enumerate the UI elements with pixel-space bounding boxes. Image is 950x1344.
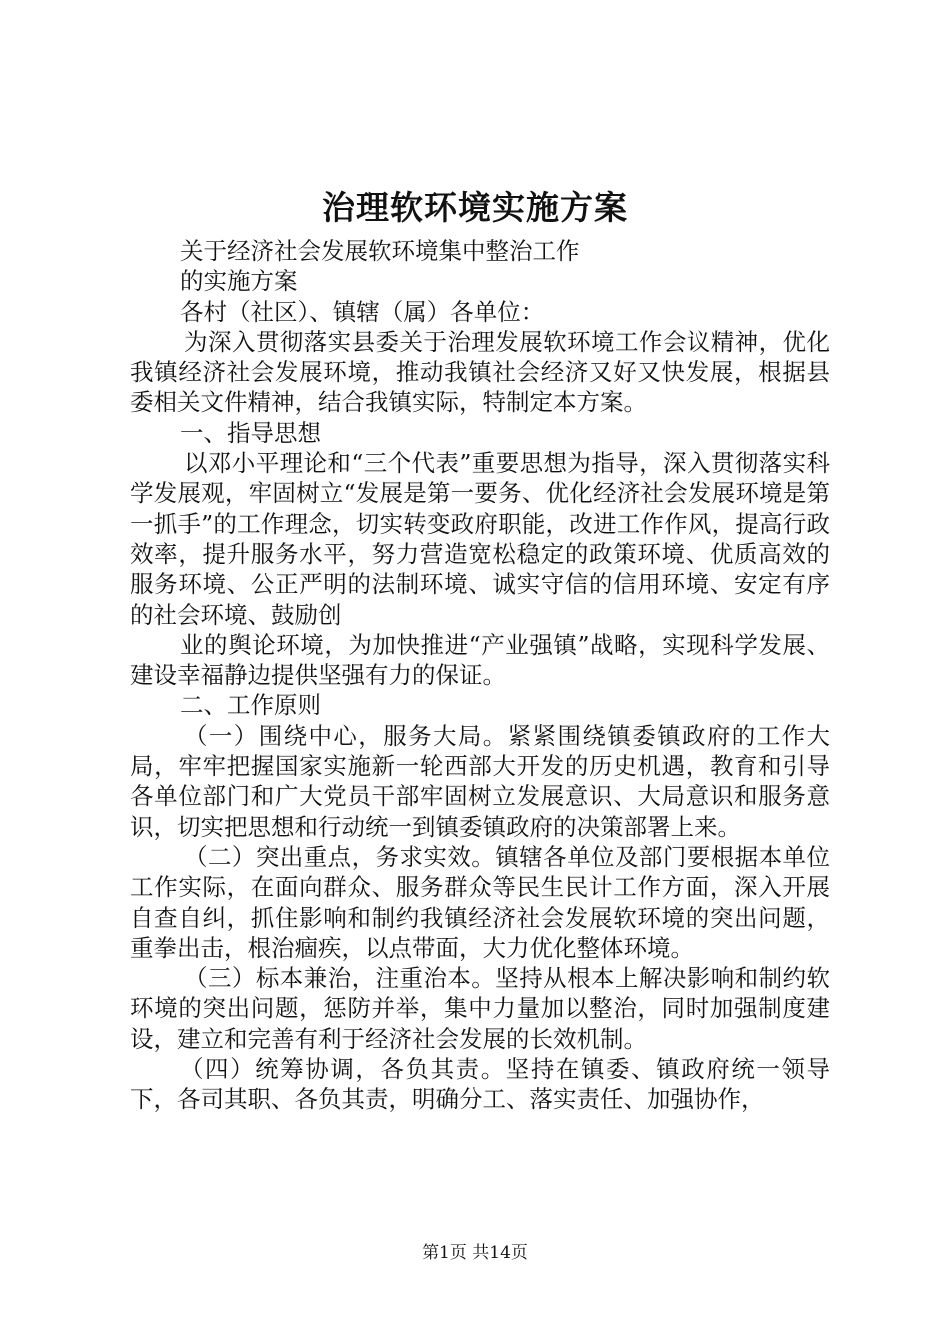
document-body xyxy=(130,236,830,1115)
guiding-thought-continuation: 业的舆论环境，为加快推进“产业强镇”战略，实现科学发展、建设幸福静边提供坚强有力的保证。 xyxy=(130,630,830,690)
principle-1-paragraph: （一）围绕中心，服务大局。紧紧围绕镇委镇政府的工作大局，牢牢把握国家实施新一轮西部大开发的历史机遇，教育和引导各单位部门和广大党员干部牢固树立发展意识、大局意识和服务意识，切实把思想和行动统一到镇委镇政府的决策部署上来。 xyxy=(130,721,830,841)
guiding-thought-paragraph: 以邓小平理论和“三个代表”重要思想为指导，深入贯彻落实科学发展观，牢固树立“发展是第一要务、优化经济社会发展环境是第一抓手”的工作理念，切实转变政府职能，改进工作作风，提高行政效率，提升服务水平，努力营造宽松稳定的政策环境、优质高效的服务环境、公正严明的法制环境、诚实守信的信用环境、安定有序的社会环境、鼓励创 xyxy=(130,449,830,629)
salutation: 各村（社区）、镇辖（属）各单位： xyxy=(180,297,545,326)
principle-4-paragraph: （四）统筹协调，各负其责。坚持在镇委、镇政府统一领导下，各司其职、各负其责，明确分工、落实责任、加强协作， xyxy=(130,1055,830,1114)
page-number-footer: 第1页 共14页 xyxy=(422,1243,528,1263)
principle-2-paragraph: （二）突出重点，务求实效。镇辖各单位及部门要根据本单位工作实际，在面向群众、服务群众等民生民计工作方面，深入开展自查自纠，抓住影响和制约我镇经济社会发展软环境的突出问题，重拳出击，根治痼疾，以点带面，大力优化整体环境。 xyxy=(130,842,830,962)
section-heading-guiding-thought: 一、指导思想 xyxy=(180,418,321,447)
intro-paragraph: 为深入贯彻落实县委关于治理发展软环境工作会议精神，优化我镇经济社会发展环境，推动我镇社会经济又好又快发展，根据县委相关文件精神，结合我镇实际，特制定本方案。 xyxy=(130,327,830,417)
principle-3-paragraph: （三）标本兼治，注重治本。坚持从根本上解决影响和制约软环境的突出问题，惩防并举，集中力量加以整治，同时加强制度建设，建立和完善有利于经济社会发展的长效机制。 xyxy=(130,964,830,1053)
document-title: 治理软环境实施方案 xyxy=(322,188,628,227)
subtitle-line-1: 关于经济社会发展软环境集中整治工作 xyxy=(180,237,580,265)
subtitle-line-2: 的实施方案 xyxy=(180,267,298,296)
section-heading-work-principles: 二、工作原则 xyxy=(180,691,321,720)
